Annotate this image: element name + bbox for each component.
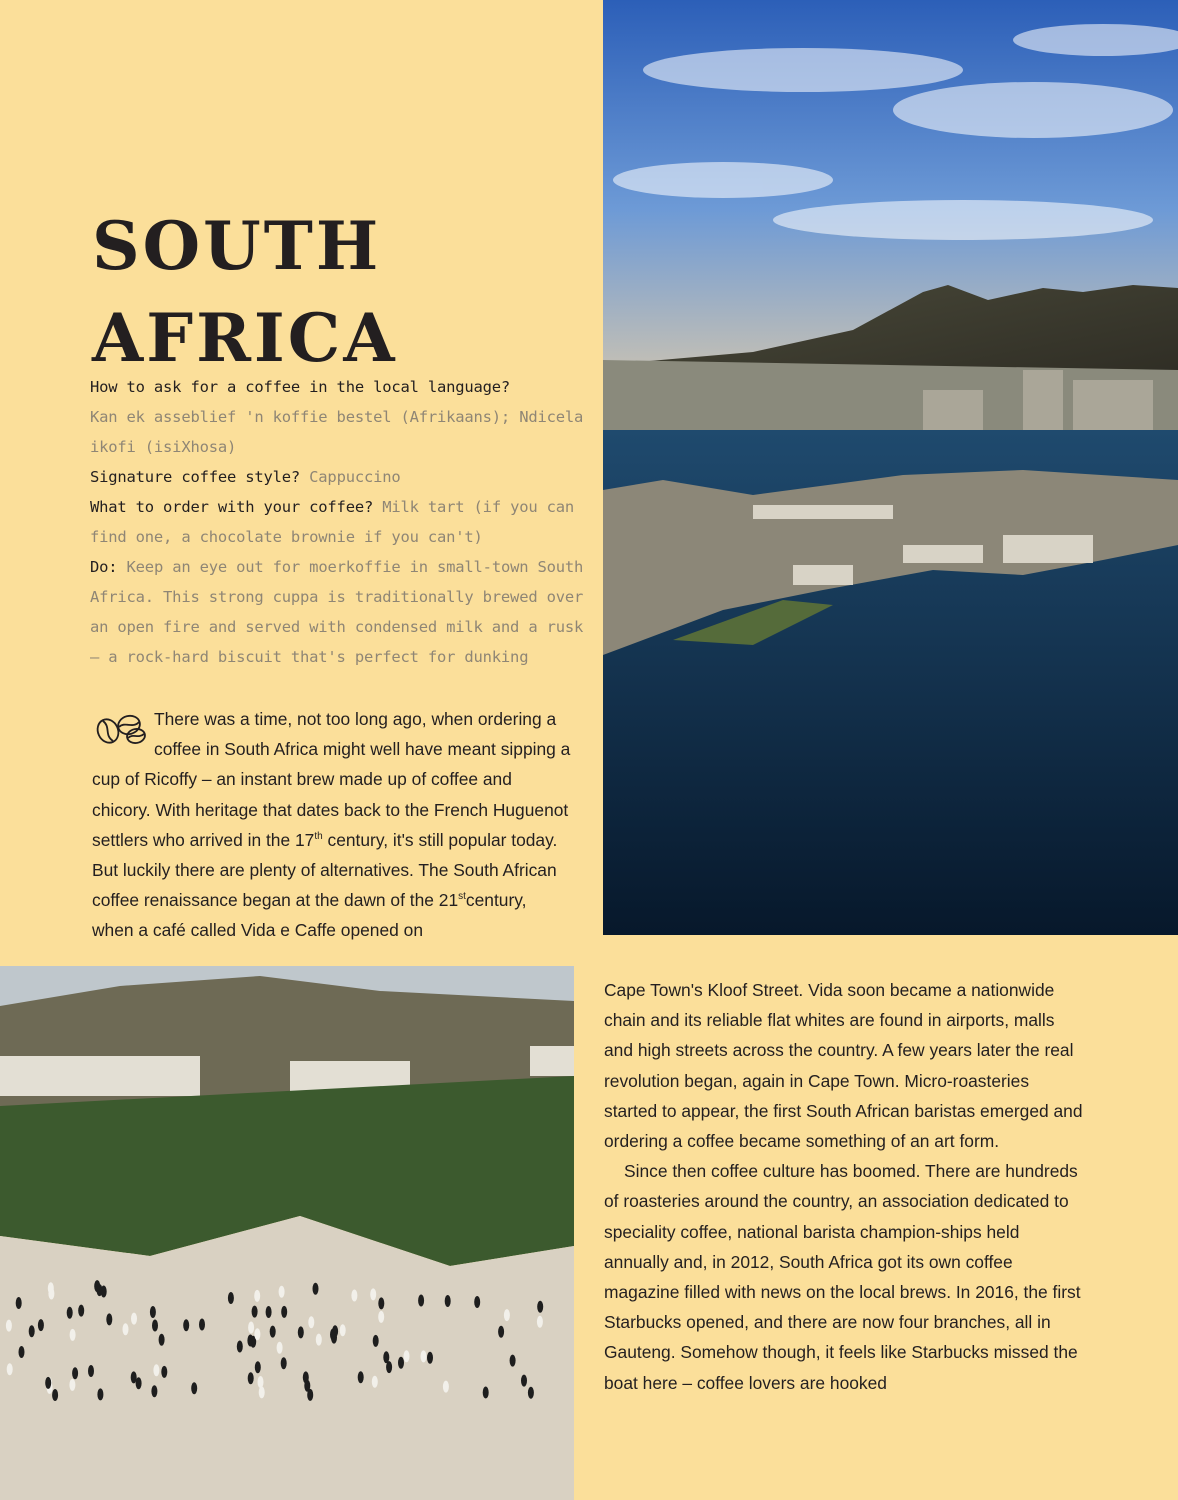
fact-order: [90, 492, 590, 552]
body-paragraph-1-continued: Cape Town's Kloof Street. Vida soon became a nationwide chain and its reliable flat whites are found in airports, malls and high streets across the country. A few years later the real revolution began, again in Cape Town. Micro-roasteries started to appear, the first South African baristas emerged and ordering a coffee became something of an art form.: [604, 980, 1083, 1152]
body-column-left: [92, 704, 572, 946]
fact-question: Do:: [90, 558, 118, 576]
cape-town-aerial-photo: [603, 0, 1178, 935]
fact-answer: Kan ek asseblief 'n koffie bestel (Afrikaans); Ndicela ikofi (isiXhosa): [90, 408, 584, 456]
title-line-2: AFRICA: [92, 299, 398, 377]
fact-signature: [90, 462, 590, 492]
fact-question: How to ask for a coffee in the local language?: [90, 378, 511, 396]
body-column-right: [604, 975, 1084, 1398]
body-paragraph-2: Since then coffee culture has boomed. There are hundreds of roasteries around the country, an association dedicated to speciality coffee, national barista champion-ships held annually and, in 2012, South Africa got its own coffee magazine filled with news on the local brews. In 2016, the first Starbucks opened, and there are now four branches, all in Gauteng. Somehow though, it feels like Starbucks missed the boat here – coffee lovers are hooked: [604, 1161, 1081, 1393]
body-paragraph-1: There was a time, not too long ago, when ordering a coffee in South Africa might well have meant sipping a cup of Ricoffy – an instant brew made up of coffee and chicory. With heritage that dates back to the French Huguenot settlers who arrived in the 17th century, it's still popular today. But luckily there are plenty of alternatives. The South African coffee renaissance began at the dawn of the 21stcentury, when a café called Vida e Caffe opened on: [92, 709, 571, 941]
fact-answer: Milk tart (if you can find one, a chocolate brownie if you can't): [90, 498, 575, 546]
fact-answer: Keep an eye out for moerkoffie in small-town South Africa. This strong cuppa is traditionally brewed over an open fire and served with condensed milk and a rusk – a rock-hard biscuit that's perfect for dunking: [90, 558, 584, 666]
article-title: [92, 200, 572, 384]
fact-do: [90, 552, 590, 672]
fact-answer: Cappuccino: [309, 468, 401, 486]
penguin-beach-photo: [0, 966, 574, 1500]
fact-question: What to order with your coffee?: [90, 498, 374, 516]
coffee-beans-icon: [92, 710, 150, 746]
title-line-1: SOUTH: [92, 207, 382, 285]
fact-language: [90, 372, 590, 462]
coffee-facts: [90, 372, 590, 672]
fact-question: Signature coffee style?: [90, 468, 301, 486]
